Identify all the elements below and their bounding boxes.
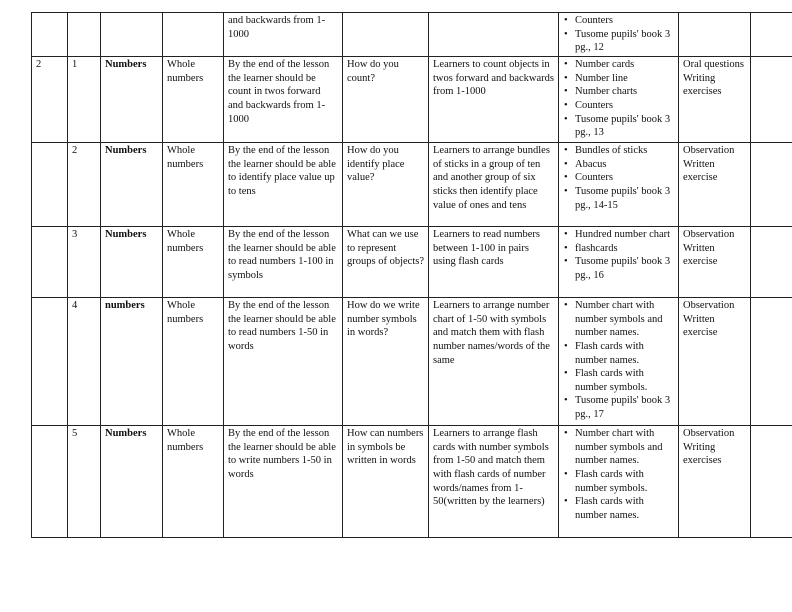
sub-strand-cell [163,13,224,57]
learning-outcome-cell: By the end of the lesson the learner should be able to identify place value up to tens [224,143,343,227]
assessment-method: Written exercise [683,242,718,268]
resource-item: • Flash cards with number names. [563,495,674,522]
remarks-cell [751,426,792,538]
assessment-method: Writing exercises [683,441,722,467]
lesson-cell: 4 [68,298,101,426]
resource-item: • Tusome pupils' book 3 pg., 16 [563,255,674,282]
table-body [32,13,792,538]
inquiry-question-cell [343,13,429,57]
resource-item: • Number chart with number symbols and number names. [563,299,674,340]
strand-cell: Numbers [101,227,163,298]
resource-item: • Tusome pupils' book 3 pg., 17 [563,394,674,421]
resources-cell [559,227,679,298]
resource-list [563,427,674,522]
resource-item: • Counters [563,99,674,113]
learning-activities-cell: Learners to read numbers between 1-100 in pairs using flash cards [429,227,559,298]
assessment-method: Writing exercises [683,72,722,98]
inquiry-question-cell: How can numbers in symbols be written in words [343,426,429,538]
learning-outcome-cell: By the end of the lesson the learner should be able to read numbers 1-50 in words [224,298,343,426]
inquiry-question-cell: How do you count? [343,57,429,143]
week-cell [32,143,68,227]
learning-outcome-cell: By the end of the lesson the learner should be able to read numbers 1-100 in symbols [224,227,343,298]
inquiry-question-cell: How do you identify place value? [343,143,429,227]
week-cell [32,426,68,538]
assessment-method: Observation [683,300,735,311]
learning-outcome-cell: and backwards from 1-1000 [224,13,343,57]
resource-list [563,58,674,140]
assessment-cell [679,143,751,227]
resource-item: • Flash cards with number names. [563,340,674,367]
resource-item: • Abacus [563,158,674,172]
assessment-cell [679,57,751,143]
strand-cell: numbers [101,298,163,426]
remarks-cell [751,298,792,426]
assessment-method: Oral questions [683,59,744,70]
sub-strand-cell: Whole numbers [163,426,224,538]
resources-cell [559,298,679,426]
sub-strand-cell: Whole numbers [163,57,224,143]
inquiry-question-cell: How do we write number symbols in words? [343,298,429,426]
lesson-cell: 3 [68,227,101,298]
scheme-of-work-table [31,12,792,538]
resources-cell [559,426,679,538]
learning-activities-cell: Learners to arrange number chart of 1-50 with symbols and match them with flash number names/words of the same [429,298,559,426]
week-cell: 2 [32,57,68,143]
assessment-method: Written exercise [683,313,718,339]
table-row [32,298,792,426]
sub-strand-cell: Whole numbers [163,227,224,298]
remarks-cell [751,57,792,143]
lesson-cell: 2 [68,143,101,227]
strand-cell [101,13,163,57]
table-row [32,13,792,57]
week-cell [32,13,68,57]
assessment-method: Observation [683,428,735,439]
resource-item: • Counters [563,171,674,185]
resources-cell [559,143,679,227]
learning-outcome-cell: By the end of the lesson the learner should be count in twos forward and backwards from 1-1000 [224,57,343,143]
assessment-method: Observation [683,145,735,156]
resource-item: • Number chart with number symbols and number names. [563,427,674,468]
assessment-cell [679,298,751,426]
resource-item: • Hundred number chart [563,228,674,242]
resource-item: • Tusome pupils' book 3 pg., 14-15 [563,185,674,212]
learning-activities-cell: Learners to count objects in twos forward and backwards from 1-1000 [429,57,559,143]
learning-outcome-cell: By the end of the lesson the learner should be able to write numbers 1-50 in words [224,426,343,538]
resource-list [563,299,674,422]
assessment-cell [679,426,751,538]
assessment-method: Written exercise [683,158,718,184]
resource-item: • Tusome pupils' book 3 pg., 13 [563,113,674,140]
table-row [32,426,792,538]
resources-cell [559,57,679,143]
resource-list [563,228,674,283]
sub-strand-cell: Whole numbers [163,298,224,426]
learning-activities-cell: Learners to arrange bundles of sticks in a group of ten and another group of six sticks then identify place value of ones and tens [429,143,559,227]
assessment-cell [679,13,751,57]
remarks-cell [751,143,792,227]
resource-item: • Number charts [563,85,674,99]
inquiry-question-cell: What can we use to represent groups of objects? [343,227,429,298]
lesson-cell: 5 [68,426,101,538]
resource-item: • Bundles of sticks [563,144,674,158]
week-cell [32,227,68,298]
sub-strand-cell: Whole numbers [163,143,224,227]
resource-item: • Number cards [563,58,674,72]
resource-item: • Tusome pupils' book 3 pg., 12 [563,28,674,55]
assessment-method: Observation [683,229,735,240]
resource-item: • Flash cards with number symbols. [563,367,674,394]
strand-cell: Numbers [101,57,163,143]
learning-activities-cell: Learners to arrange flash cards with number symbols from 1-50 and match them with flash cards of number words/names from 1-50(written by the learners) [429,426,559,538]
table-row [32,57,792,143]
strand-cell: Numbers [101,143,163,227]
remarks-cell [751,13,792,57]
resource-item: • Counters [563,14,674,28]
resource-list [563,14,674,55]
table-row [32,227,792,298]
resource-item: • Number line [563,72,674,86]
resource-item: • Flash cards with number symbols. [563,468,674,495]
week-cell [32,298,68,426]
strand-cell: Numbers [101,426,163,538]
assessment-cell [679,227,751,298]
table-row [32,143,792,227]
resources-cell [559,13,679,57]
remarks-cell [751,227,792,298]
lesson-cell [68,13,101,57]
learning-activities-cell [429,13,559,57]
resource-item: • flashcards [563,242,674,256]
lesson-cell: 1 [68,57,101,143]
resource-list [563,144,674,212]
